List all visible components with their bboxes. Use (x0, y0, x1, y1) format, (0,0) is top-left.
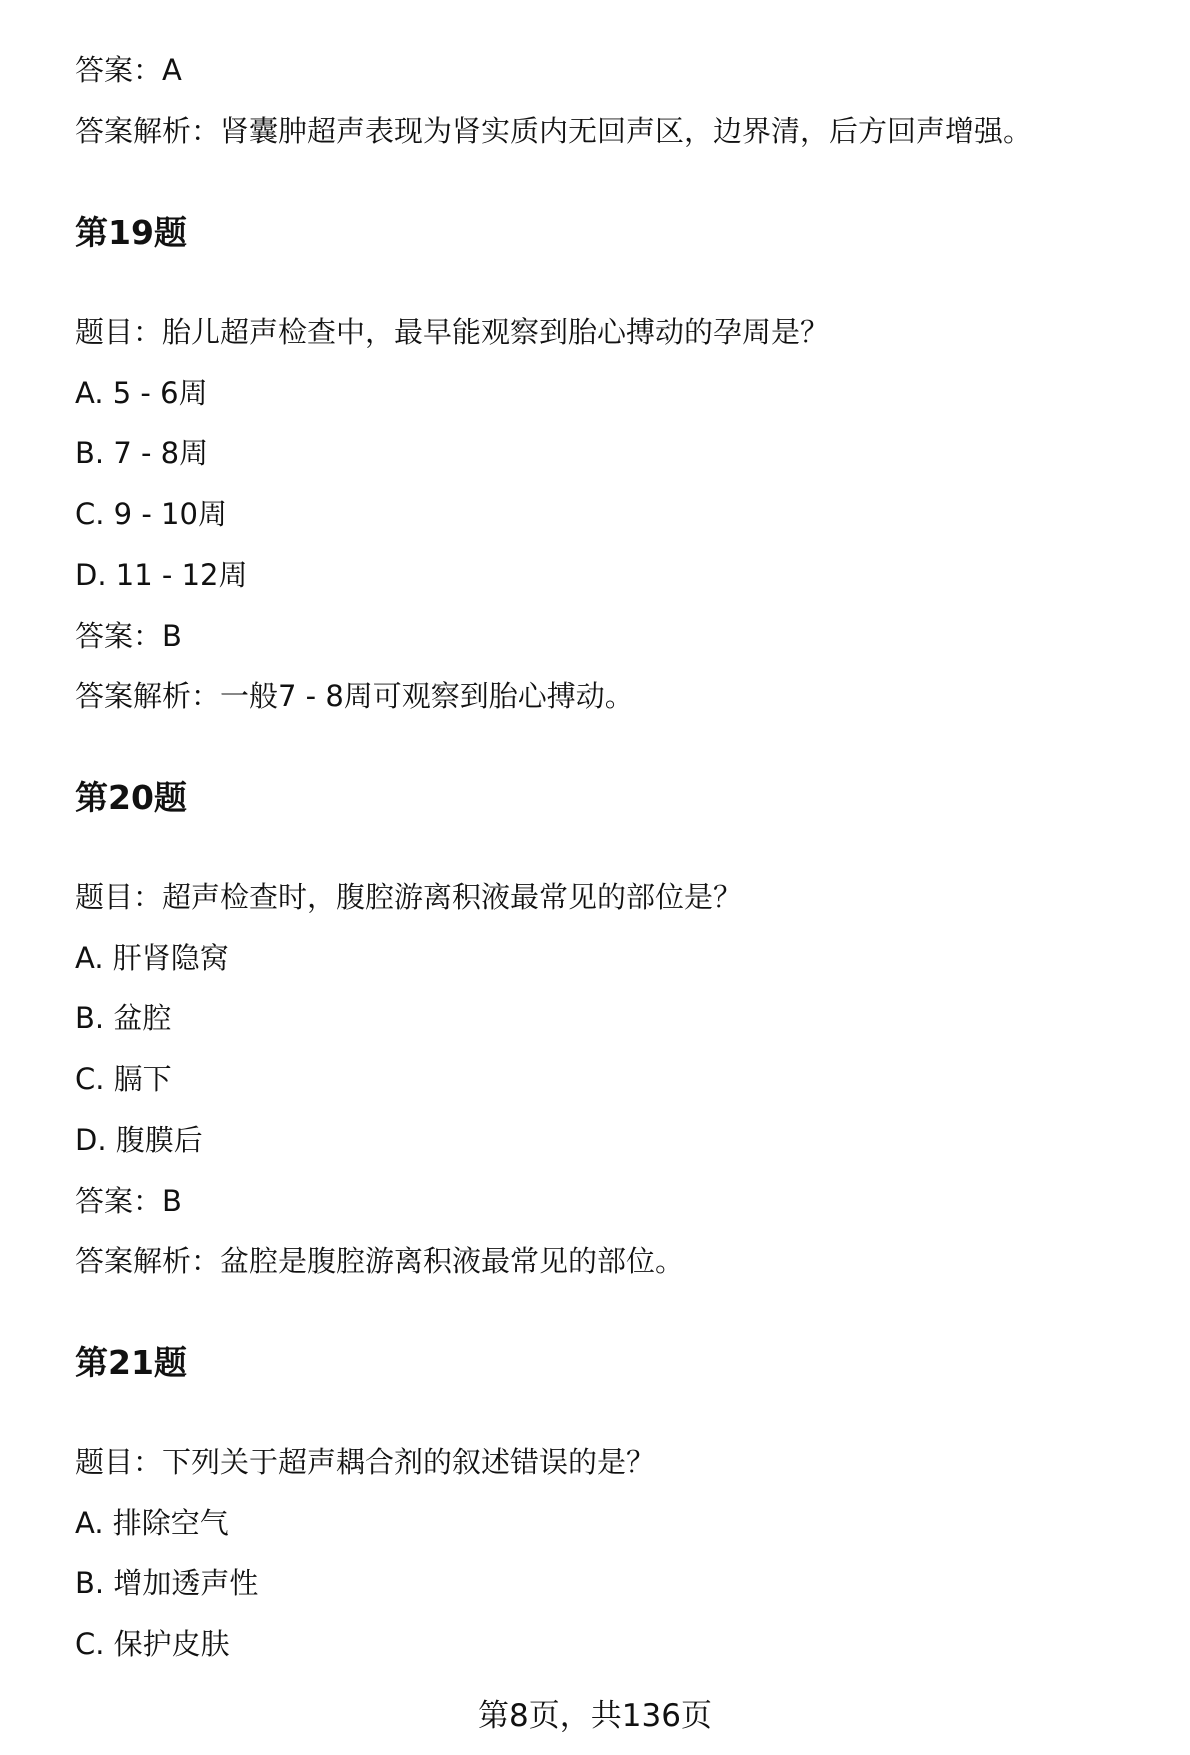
answer-text: 答案：B (75, 1184, 182, 1218)
answer-text: 答案：B (75, 619, 182, 653)
option-c: C. 9 - 10周 (75, 497, 227, 531)
explanation-text: 答案解析：盆腔是腹腔游离积液最常见的部位。 (75, 1244, 685, 1278)
option-b: B. 增加透声性 (75, 1566, 259, 1600)
page-number-footer: 第8页，共136页 (478, 1698, 712, 1734)
option-b: B. 7 - 8周 (75, 436, 209, 470)
option-c: C. 膈下 (75, 1062, 172, 1096)
option-d: D. 腹膜后 (75, 1123, 203, 1157)
question-stem: 题目：下列关于超声耦合剂的叙述错误的是？ (75, 1445, 656, 1479)
option-b: B. 盆腔 (75, 1001, 172, 1035)
option-c: C. 保护皮肤 (75, 1627, 230, 1661)
question-heading: 第19题 (75, 213, 187, 252)
option-a: A. 5 - 6周 (75, 376, 208, 410)
option-d: D. 11 - 12周 (75, 558, 248, 592)
option-a: A. 肝肾隐窝 (75, 941, 229, 975)
answer-text: 答案：A (75, 53, 182, 87)
question-heading: 第20题 (75, 778, 187, 817)
question-stem: 题目：胎儿超声检查中，最早能观察到胎心搏动的孕周是？ (75, 315, 830, 349)
question-heading: 第21题 (75, 1343, 187, 1382)
option-a: A. 排除空气 (75, 1506, 229, 1540)
question-stem: 题目：超声检查时，腹腔游离积液最常见的部位是？ (75, 880, 743, 914)
explanation-text: 答案解析：一般7 - 8周可观察到胎心搏动。 (75, 679, 634, 713)
explanation-text: 答案解析：肾囊肿超声表现为肾实质内无回声区，边界清，后方回声增强。 (75, 114, 1033, 148)
